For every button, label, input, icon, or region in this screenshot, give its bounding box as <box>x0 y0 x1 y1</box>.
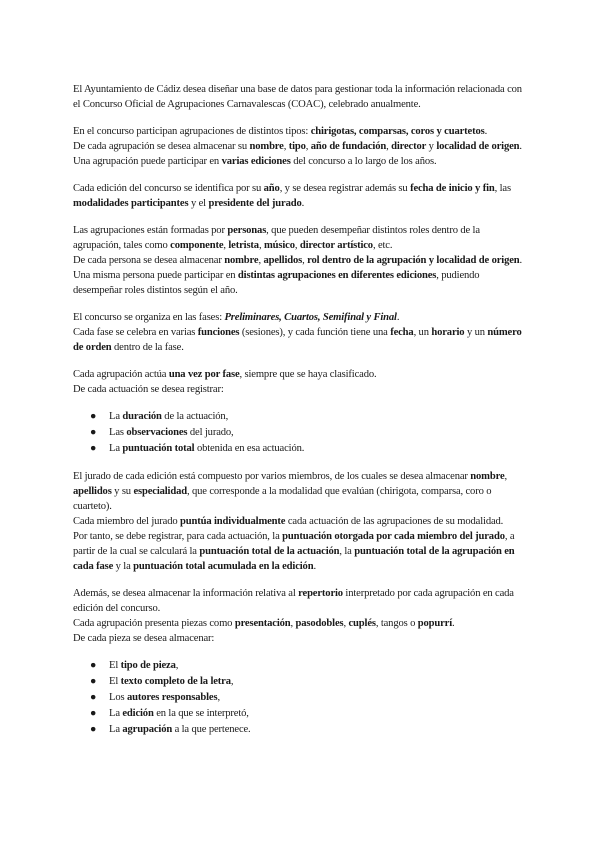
text-run: , <box>504 471 508 482</box>
bold-text: nombre <box>224 255 259 266</box>
text-run: , que pueden desempeñar distintos roles dentro de la agrupación, tales como <box>73 225 480 251</box>
bold-italic-text: Preliminares, Cuartos, Semifinal y Final <box>224 312 397 323</box>
bullet-icon: ● <box>90 660 97 671</box>
body-section-1 <box>73 82 530 397</box>
bullet-icon: ● <box>90 692 97 703</box>
text-run: del jurado, <box>187 427 234 438</box>
text-run: El Ayuntamiento de Cádiz desea diseñar una base de datos para gestionar toda la información relacionada con el Concurso Oficial de Agrupaciones Carnavalescas (COAC), celebrado anualmente. <box>73 84 522 110</box>
bold-text: músico <box>263 240 295 251</box>
bold-text: puntúa individualmente <box>180 516 286 527</box>
paragraph-line <box>73 253 530 268</box>
text-run: Una misma persona puede participar en <box>73 270 238 281</box>
list-item <box>90 722 530 738</box>
bold-text: agrupación <box>122 724 173 735</box>
bold-text: texto completo de la letra <box>120 676 231 687</box>
text-run: , a partir de la cual se calculará la <box>73 531 515 557</box>
paragraph-block <box>73 124 530 169</box>
paragraph-line <box>73 310 530 325</box>
bold-text: distintas agrupaciones en diferentes ediciones <box>237 270 437 281</box>
text-run: , <box>217 692 220 703</box>
bold-text: cuplés <box>348 618 376 629</box>
text-run: , <box>343 618 349 629</box>
paragraph-line <box>73 325 530 355</box>
text-run: . <box>396 312 400 323</box>
text-run: , <box>290 618 296 629</box>
text-run: El jurado de cada edición está compuesto por varios miembros, de los cuales se desea almacenar <box>73 471 471 482</box>
bold-text: tipo de pieza <box>120 660 176 671</box>
bullet-icon: ● <box>90 708 97 719</box>
text-run: del concurso a lo largo de los años. <box>290 156 437 167</box>
bold-text: autores responsables <box>126 692 218 703</box>
text-run: La <box>109 724 123 735</box>
text-run: Los <box>109 692 127 703</box>
paragraph-block <box>73 181 530 211</box>
bold-text: repertorio <box>298 588 343 599</box>
text-run: . <box>519 255 523 266</box>
text-run: Cada fase se celebra en varias <box>73 327 198 338</box>
text-run: , tangos o <box>375 618 418 629</box>
text-run: cada actuación de las agrupaciones de su modalidad. <box>285 516 504 527</box>
paragraph-line <box>73 514 530 529</box>
text-run: , <box>258 240 264 251</box>
bullet-icon: ● <box>90 443 97 454</box>
bold-text: número de orden <box>73 327 522 353</box>
paragraph-line <box>73 469 530 514</box>
text-run: La <box>109 411 123 422</box>
bold-text: director <box>391 141 427 152</box>
bold-text: nombre <box>470 471 505 482</box>
text-run: La <box>109 708 123 719</box>
bold-text: varias ediciones <box>221 156 291 167</box>
text-run: , <box>223 240 229 251</box>
paragraph-line <box>73 154 530 169</box>
text-run: dentro de la fase. <box>111 342 184 353</box>
text-run: De cada pieza se desea almacenar: <box>73 633 215 644</box>
paragraph-line <box>73 367 530 382</box>
text-run: , <box>302 255 308 266</box>
body-section-2 <box>73 469 530 646</box>
paragraph-block <box>73 586 530 646</box>
bullet-icon: ● <box>90 411 97 422</box>
text-run: . <box>313 561 316 572</box>
paragraph-block <box>73 469 530 574</box>
text-run: de la actuación, <box>161 411 229 422</box>
text-run: , que corresponde a la modalidad que evalúan (chirigota, comparsa, coro o cuarteto). <box>73 486 492 512</box>
text-run: De cada agrupación se desea almacenar su <box>73 141 250 152</box>
list-item <box>90 441 530 457</box>
bold-text: edición <box>122 708 154 719</box>
text-run: Cada agrupación presenta piezas como <box>73 618 235 629</box>
bold-text: presidente del jurado <box>208 198 302 209</box>
text-run: Las <box>109 427 127 438</box>
text-run: El <box>109 660 121 671</box>
text-run: y su <box>111 486 134 497</box>
text-run: Cada miembro del jurado <box>73 516 181 527</box>
paragraph-line <box>73 223 530 253</box>
text-run: , <box>230 676 234 687</box>
list-item <box>90 706 530 722</box>
text-run: y un <box>464 327 488 338</box>
paragraph-line <box>73 139 530 154</box>
text-run: Cada agrupación actúa <box>73 369 169 380</box>
paragraph-line <box>73 124 530 139</box>
bold-text: horario <box>431 327 465 338</box>
bold-text: puntuación otorgada por cada miembro del jurado <box>282 531 505 542</box>
actuacion-fields-list <box>73 409 530 457</box>
text-run: La <box>109 443 123 454</box>
paragraph-block <box>73 367 530 397</box>
text-run: De cada persona se desea almacenar <box>73 255 225 266</box>
paragraph-line <box>73 586 530 616</box>
text-run: , <box>305 141 311 152</box>
paragraph-line <box>73 529 530 574</box>
text-run: En el concurso participan agrupaciones de distintos tipos: <box>73 126 311 137</box>
paragraph-line <box>73 82 530 112</box>
bold-text: personas <box>227 225 267 236</box>
list-item <box>90 425 530 441</box>
text-run: , pudiendo desempeñar roles distintos según el año. <box>73 270 480 296</box>
bold-text: año <box>263 183 280 194</box>
bold-text: nombre <box>249 141 284 152</box>
text-run: Las agrupaciones están formadas por <box>73 225 228 236</box>
bold-text: letrista <box>228 240 259 251</box>
bold-text: año de fundación <box>310 141 387 152</box>
paragraph-line <box>73 268 530 298</box>
paragraph-line <box>73 616 530 631</box>
text-run: y <box>426 141 437 152</box>
bold-text: especialidad <box>133 486 187 497</box>
text-run: , <box>283 141 289 152</box>
text-run: , etc. <box>372 240 393 251</box>
text-run: en la que se interpretó, <box>153 708 249 719</box>
text-run: y la <box>113 561 134 572</box>
bullet-icon: ● <box>90 676 97 687</box>
text-run: Cada edición del concurso se identifica por su <box>73 183 264 194</box>
text-run: El concurso se organiza en las fases: <box>73 312 225 323</box>
bold-text: localidad de origen <box>436 141 520 152</box>
paragraph-block <box>73 310 530 355</box>
bold-text: tipo <box>288 141 306 152</box>
text-run: , <box>175 660 179 671</box>
text-run: a la que pertenece. <box>172 724 251 735</box>
text-run: Por tanto, se debe registrar, para cada actuación, la <box>73 531 283 542</box>
bold-text: puntuación total de la agrupación en cada fase <box>73 546 515 572</box>
text-run: , siempre que se haya clasificado. <box>239 369 377 380</box>
list-item <box>90 409 530 425</box>
bold-text: una vez por fase <box>168 369 240 380</box>
paragraph-line <box>73 382 530 397</box>
text-run: . <box>484 126 488 137</box>
pieza-fields-list <box>73 658 530 738</box>
bold-text: apellidos <box>73 486 112 497</box>
bold-text: pasodobles <box>295 618 344 629</box>
text-run: obtenida en esa actuación. <box>194 443 305 454</box>
bold-text: puntuación total acumulada en la edición <box>133 561 314 572</box>
bold-text: duración <box>122 411 162 422</box>
paragraph-block <box>73 223 530 298</box>
text-run: interpretado por cada agrupación en cada edición del concurso. <box>73 588 514 614</box>
bold-text: rol dentro de la agrupación y localidad de origen <box>307 255 520 266</box>
text-run: . <box>301 198 305 209</box>
bold-text: apellidos <box>263 255 303 266</box>
bold-text: fecha <box>390 327 414 338</box>
bold-text: observaciones <box>126 427 188 438</box>
bold-text: popurrí <box>417 618 453 629</box>
text-run: y el <box>188 198 209 209</box>
bullet-icon: ● <box>90 724 97 735</box>
bold-text: chirigotas, comparsas, coros y cuartetos <box>310 126 485 137</box>
bold-text: puntuación total de la actuación <box>199 546 340 557</box>
text-run: . <box>519 141 522 152</box>
text-run: (sesiones), y cada función tiene una <box>239 327 391 338</box>
bullet-icon: ● <box>90 427 97 438</box>
paragraph-line <box>73 181 530 211</box>
text-run: . <box>452 618 455 629</box>
list-item <box>90 690 530 706</box>
text-run: , <box>386 141 392 152</box>
text-run: , un <box>413 327 432 338</box>
bold-text: director artístico <box>299 240 373 251</box>
text-run: , <box>258 255 264 266</box>
bold-text: fecha de inicio y fin <box>410 183 495 194</box>
bold-text: puntuación total <box>122 443 195 454</box>
bold-text: funciones <box>197 327 240 338</box>
text-run: , las <box>494 183 511 194</box>
list-item <box>90 674 530 690</box>
bold-text: componente <box>170 240 224 251</box>
text-run: , la <box>339 546 355 557</box>
bold-text <box>224 312 396 323</box>
bold-text: modalidades participantes <box>73 198 189 209</box>
paragraph-line <box>73 631 530 646</box>
text-run: Una agrupación puede participar en <box>73 156 222 167</box>
text-run: De cada actuación se desea registrar: <box>73 384 224 395</box>
list-item <box>90 658 530 674</box>
text-run: El <box>109 676 121 687</box>
text-run: Además, se desea almacenar la información relativa al <box>73 588 299 599</box>
text-run: , <box>294 240 300 251</box>
text-run: , y se desea registrar además su <box>279 183 411 194</box>
paragraph-block <box>73 82 530 112</box>
bold-text: presentación <box>234 618 291 629</box>
